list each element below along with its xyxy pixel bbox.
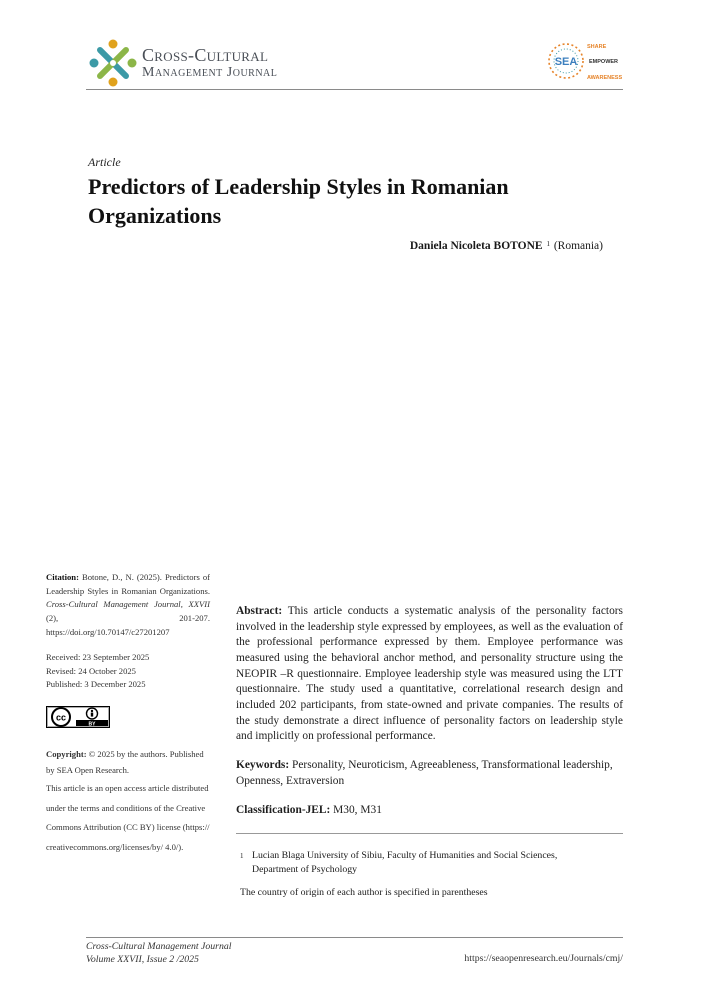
author-country: (Romania) — [553, 240, 603, 252]
copyright-block — [46, 747, 210, 857]
journal-name — [142, 47, 277, 81]
classification-text: M30, M31 — [333, 804, 382, 816]
footer-journal-info — [86, 941, 232, 966]
classification-label: Classification-JEL: — [236, 804, 331, 816]
footer-journal-name: Cross-Cultural Management Journal — [86, 941, 232, 952]
copyright-text: © 2025 by the authors. Published by SEA Open Research. — [46, 749, 204, 775]
author-name: Daniela Nicoleta BOTONE — [409, 240, 543, 252]
author-affiliation-marker: 1 — [546, 240, 550, 248]
jel-classification — [236, 804, 623, 816]
article-title: Predictors of Leadership Styles in Romanian Organizations — [88, 174, 509, 228]
journal-name-line1: Cross-Cultural — [142, 45, 269, 65]
keywords — [236, 758, 623, 789]
revised-date: Revised: 24 October 2025 — [46, 665, 136, 676]
copyright-label: Copyright: — [46, 749, 87, 759]
footer-divider — [86, 937, 623, 938]
sea-publisher-logo — [545, 38, 625, 86]
keywords-label: Keywords: — [236, 759, 290, 771]
footer-url[interactable]: https://seaopenresearch.eu/Journals/cmj/ — [464, 953, 623, 964]
keywords-text: Personality, Neuroticism, Agreeableness, Transformational leadership, Openness, Extraversion — [236, 759, 613, 787]
footnote-text: Lucian Blaga University of Sibiu, Faculty of Humanities and Social Sciences, Department of Psychology — [252, 850, 558, 875]
affiliation-footnote — [240, 849, 600, 877]
journal-logo — [88, 38, 138, 88]
country-note: The country of origin of each author is specified in parentheses — [240, 887, 488, 898]
abstract-label: Abstract: — [236, 605, 283, 617]
cc-symbol-text: cc — [55, 712, 67, 723]
citation-doi[interactable]: (2), 201-207. https://doi.org/10.70147/c27201207 — [46, 613, 210, 637]
citation-journal: Cross-Cultural Management Journal, XXVII — [46, 599, 210, 610]
footnote-divider — [236, 833, 623, 834]
sea-logo-text: SEA — [554, 56, 578, 68]
sea-logo-word-1: SHARE — [587, 44, 607, 50]
header-divider — [86, 89, 623, 90]
citation-text: Botone, D., N. (2025). Predictors of Leadership Styles in Romanian Organizations. — [46, 572, 210, 596]
sea-logo-word-2: EMPOWER — [589, 59, 619, 65]
license-text: This article is an open access article distributed under the terms and conditions of the Creative Commons Attribution (CC BY) license (https:// creativecommons.org/licenses/by/ 4.0/). — [46, 783, 210, 852]
publication-dates — [46, 651, 210, 692]
sea-logo-word-3: AWARENESS — [587, 75, 623, 81]
abstract — [236, 604, 623, 745]
author-line — [300, 240, 603, 252]
citation — [46, 571, 210, 640]
published-date: Published: 3 December 2025 — [46, 679, 146, 690]
cc-by-text: BY — [88, 721, 96, 728]
abstract-text: This article conducts a systematic analysis of the personality factors involved in the leadership style expressed by employees, as well as the evaluation of the professional performance expressed by them. Employee performance was measured using the behavioral anchor method, and personality structure using the NEOPIR –R questionnaire. Employee leadership style was measured using the LTT questionnaire. The study used a quantitative, correlational research design and included 202 participants, from state-owned and private companies. The results of the study demonstrate a direct influence of personality factors on leadership style and implicitly on professional performance. — [236, 605, 623, 743]
received-date: Received: 23 September 2025 — [46, 652, 150, 662]
cc-by-license-icon[interactable] — [46, 706, 110, 728]
citation-label: Citation: — [46, 572, 79, 582]
article-type: Article — [88, 155, 121, 169]
footer-volume: Volume XXVII, Issue 2 /2025 — [86, 953, 199, 965]
footnote-number: 1 — [240, 852, 244, 860]
journal-name-line2: Management Journal — [142, 65, 278, 80]
